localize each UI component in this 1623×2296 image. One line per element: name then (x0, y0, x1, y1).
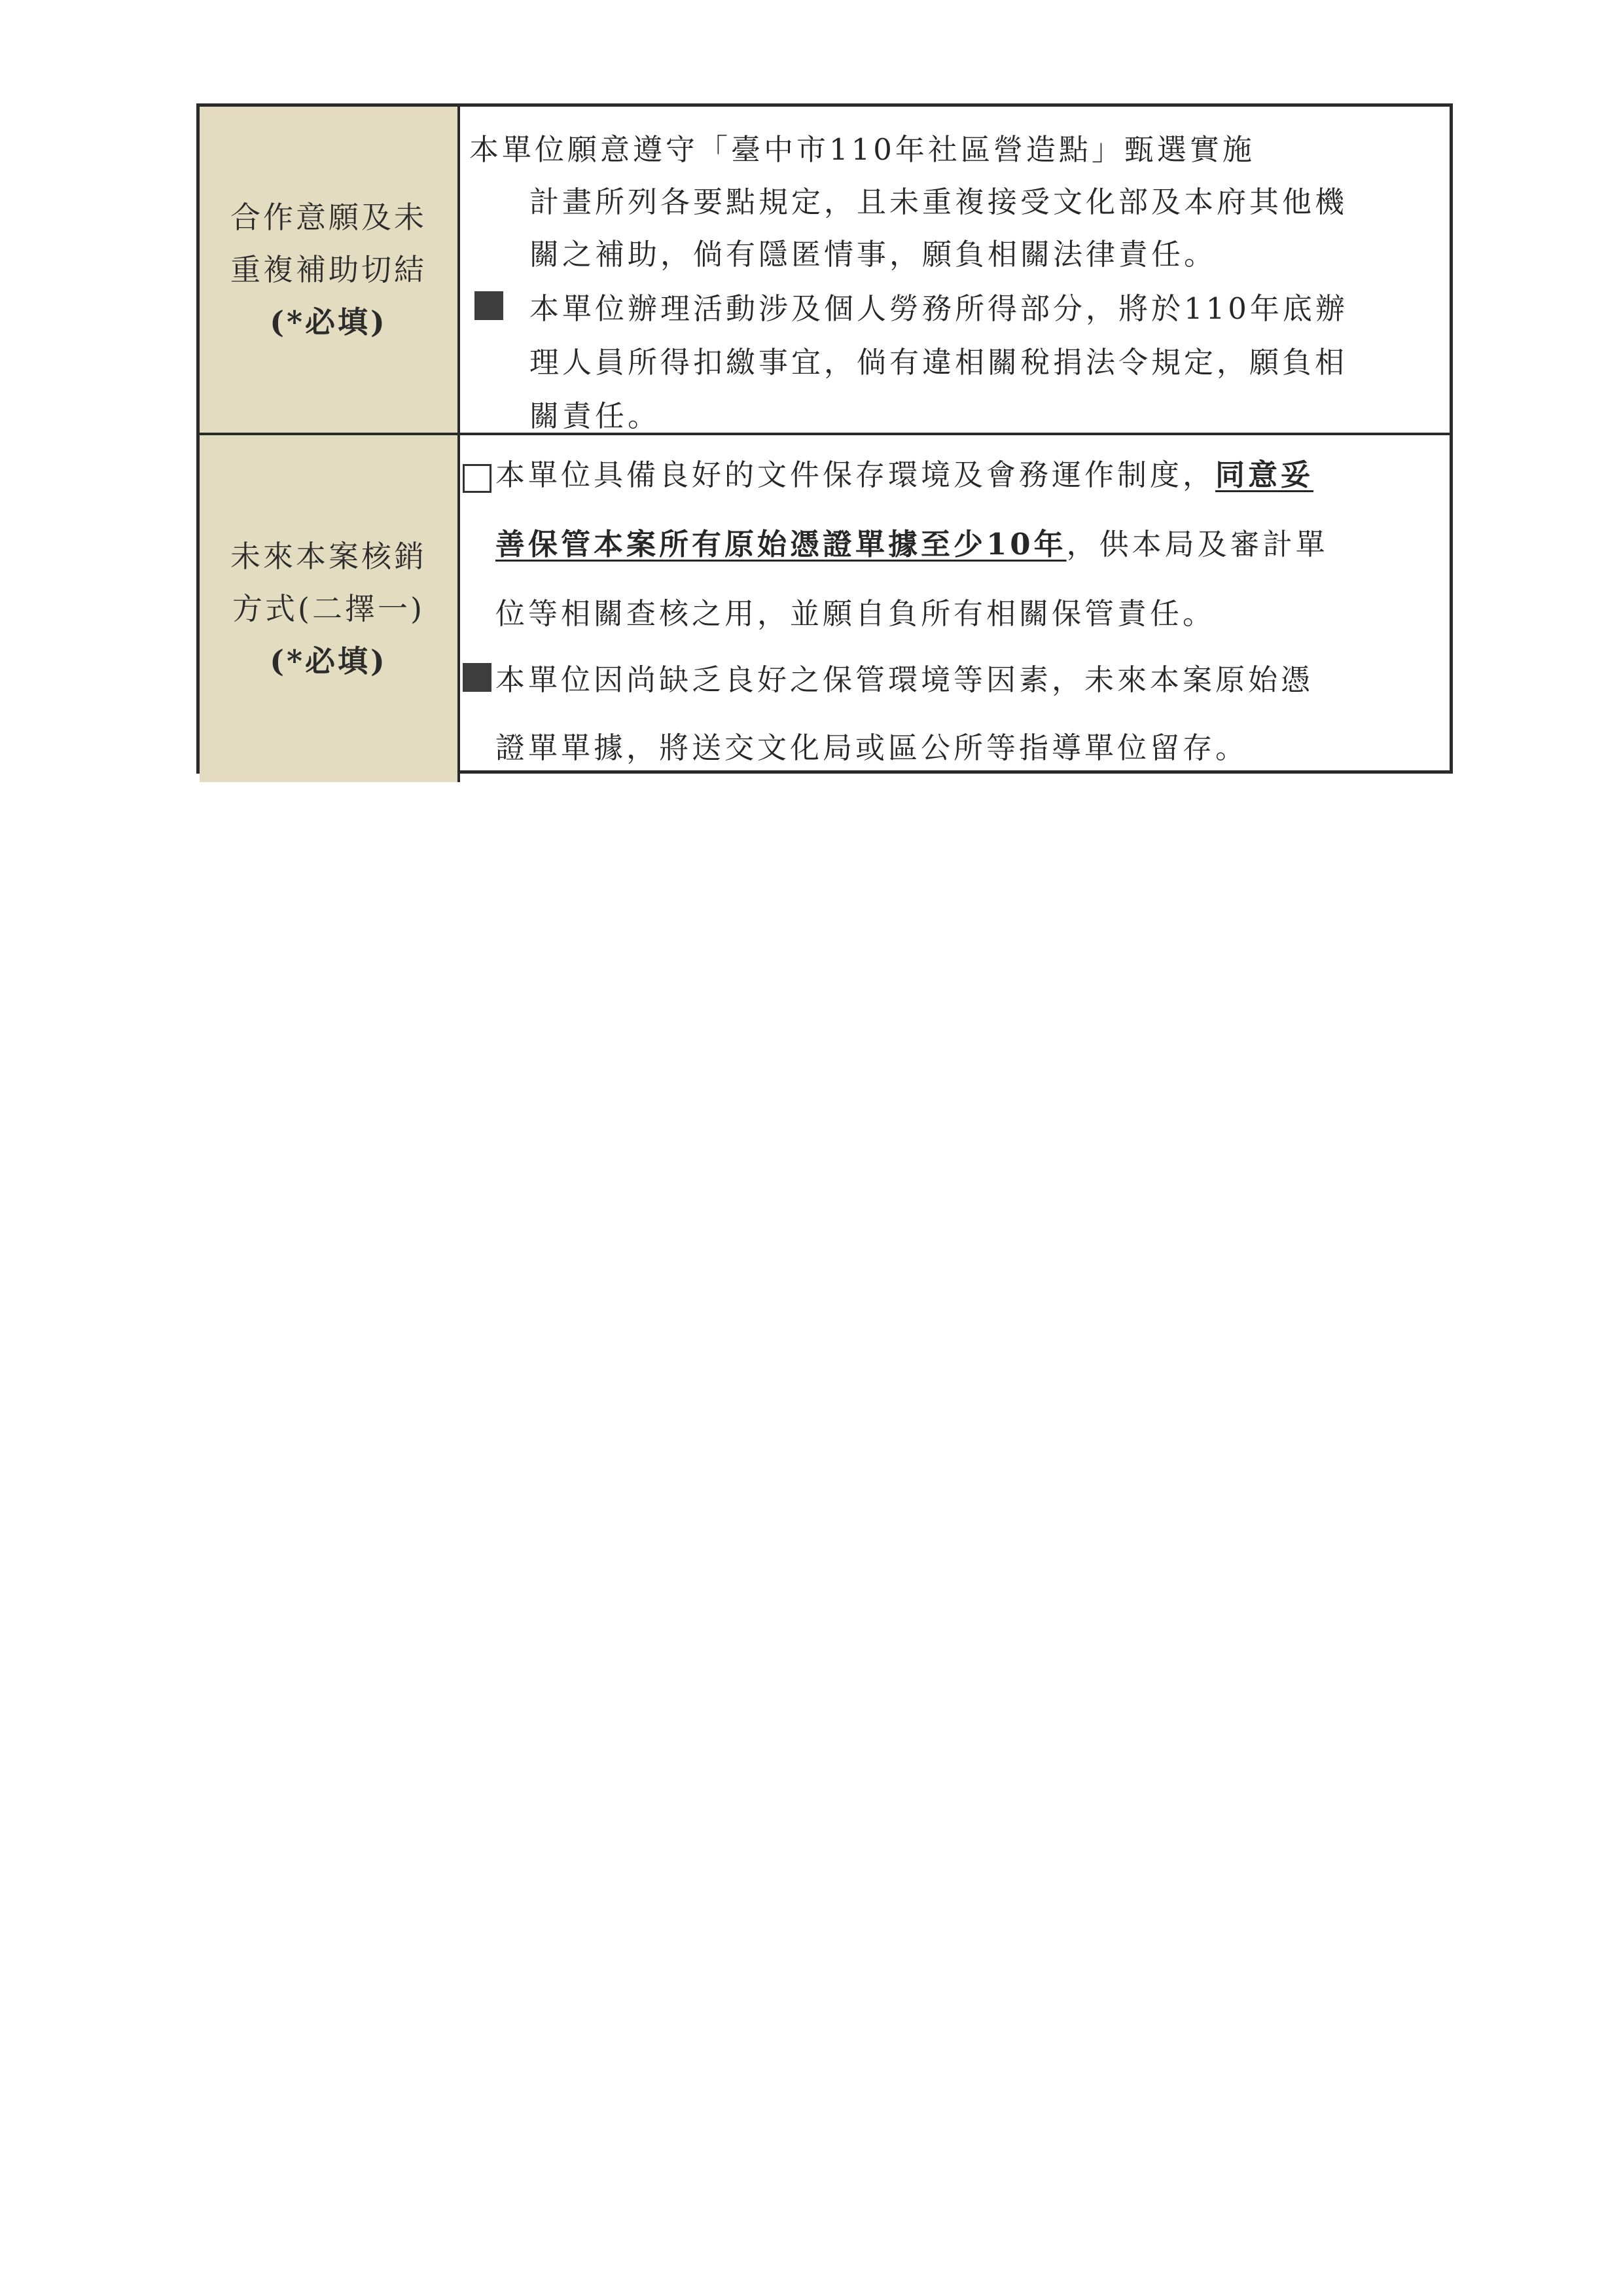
row-label-line: 合作意願及未 (230, 200, 427, 235)
row-label-reimbursement (200, 435, 460, 782)
statement-line: 本單位辦理活動涉及個人勞務所得部分，將於110年底辦 (529, 291, 1348, 326)
checked-checkbox[interactable] (474, 291, 503, 320)
transfer-option (463, 646, 1436, 782)
emphasized-text: 同意妥 (1215, 457, 1314, 492)
option-line: 證單單據，將送交文化局或區公所等指導單位留存。 (495, 730, 1249, 765)
row-content-cooperation (460, 107, 1450, 435)
row-content-reimbursement (460, 435, 1450, 782)
option-line (495, 440, 1329, 510)
option-line: 位等相關查核之用，並願自負所有相關保管責任。 (495, 596, 1216, 631)
row-label-line: 方式(二擇一) (232, 591, 425, 626)
option-text: ，供本局及審計單 (1066, 527, 1329, 562)
commitment-form-table (196, 103, 1453, 774)
option-line (495, 510, 1329, 579)
statement-line: 本單位願意遵守「臺中市110年社區營造點」甄選實施 (469, 132, 1255, 167)
statement-line: 關責任。 (529, 399, 661, 433)
checked-checkbox[interactable] (463, 663, 491, 692)
statement-paragraph (469, 124, 1436, 281)
self-keep-option (463, 455, 1436, 649)
unchecked-checkbox[interactable] (463, 464, 491, 493)
option-line: 本單位因尚缺乏良好之保管環境等因素，未來本案原始憑 (495, 662, 1314, 697)
option-text: 本單位具備良好的文件保存環境及會務運作制度， (495, 457, 1216, 492)
statement-line: 理人員所得扣繳事宜，倘有違相關稅捐法令規定，願負相 (529, 345, 1348, 380)
row-label-cooperation (200, 107, 460, 435)
row-label-line: 重複補助切結 (230, 252, 427, 287)
required-note: (*必填) (270, 643, 387, 679)
statement-line: 計畫所列各要點規定，且未重複接受文化部及本府其他機 (529, 185, 1348, 219)
required-note: (*必填) (270, 304, 387, 340)
row-label-line: 未來本案核銷 (230, 539, 427, 574)
statement-line: 關之補助，倘有隱匿情事，願負相關法律責任。 (529, 237, 1217, 272)
tax-withholding-item (469, 282, 1436, 443)
emphasized-text: 善保管本案所有原始憑證單據至少10年 (495, 527, 1067, 562)
